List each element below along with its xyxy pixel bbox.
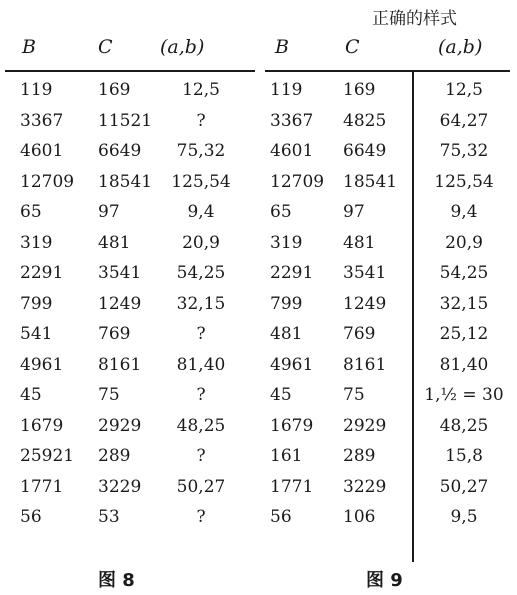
left_table-cell: 3541: [98, 263, 142, 283]
right-header-b: B: [275, 36, 289, 58]
left_table-cell: 25921: [20, 446, 75, 466]
right_table-cell: 1249: [343, 293, 387, 314]
correct-style-title: 正确的样式: [372, 9, 457, 29]
left_table-cell: ?: [196, 324, 206, 344]
right_table-cell: 45: [270, 385, 292, 405]
left-header-ab: (a,b): [160, 36, 205, 58]
left_table-cell: 3229: [98, 476, 142, 497]
left-header-c: C: [98, 36, 113, 58]
left_table-cell: 1249: [98, 293, 142, 314]
left-header-b: B: [22, 36, 36, 58]
right_table-cell: 161: [270, 446, 303, 466]
right_table-cell: 4601: [270, 141, 314, 161]
left_table-cell: 81,40: [176, 354, 226, 375]
right_table-cell: 289: [343, 446, 376, 466]
right_table-cell: 20,9: [445, 232, 483, 253]
left_table-cell: ?: [196, 446, 206, 466]
right-header-c: C: [345, 36, 360, 58]
right_table-cell: 4961: [270, 354, 314, 375]
left_table-cell: 48,25: [176, 415, 226, 436]
left_table-cell: 1771: [20, 476, 64, 497]
left_table-cell: 799: [20, 293, 53, 314]
left_table-cell: ?: [196, 110, 206, 131]
left_table-cell: 54,25: [176, 263, 226, 283]
right_table-cell: 75: [343, 385, 365, 405]
right_table-cell: 1771: [270, 476, 314, 497]
right_table-cell: 1,½ = 30: [424, 385, 504, 405]
right_table-cell: 12709: [270, 171, 325, 192]
left_table-cell: 65: [20, 202, 42, 222]
left_table-cell: 32,15: [176, 293, 226, 314]
right_table-cell: 32,15: [439, 293, 489, 314]
right_table-cell: 769: [343, 324, 376, 344]
right_table-cell: 9,4: [450, 202, 478, 222]
right_table-cell: 119: [270, 80, 303, 100]
left_table-cell: 11521: [98, 110, 153, 131]
left_table-cell: 1679: [20, 415, 64, 436]
left_table-cell: 75,32: [176, 141, 226, 161]
left_table-cell: 4601: [20, 141, 64, 161]
right_table-cell: 2291: [270, 263, 314, 283]
right_table-cell: 18541: [343, 171, 398, 192]
right_table-cell: 3367: [270, 110, 314, 131]
right_table-cell: 1679: [270, 415, 314, 436]
right_table-cell: 50,27: [439, 476, 489, 497]
right-column-divider: [412, 72, 414, 562]
left_table-cell: 6649: [98, 141, 142, 161]
left_table-cell: 169: [98, 80, 131, 100]
left_table-cell: 2291: [20, 263, 64, 283]
right_table-cell: 6649: [343, 141, 387, 161]
right_table-cell: 64,27: [439, 110, 489, 131]
right_table-cell: 65: [270, 202, 292, 222]
left_table-cell: 8161: [98, 354, 142, 375]
right_table-cell: 9,5: [450, 507, 478, 527]
right_table-cell: 56: [270, 507, 292, 527]
left_table-cell: 12709: [20, 171, 75, 192]
left_table-cell: 56: [20, 507, 42, 527]
left_table-cell: 75: [98, 385, 120, 405]
right_table-cell: 25,12: [439, 324, 489, 344]
right_table-cell: 75,32: [439, 141, 489, 161]
right-header-rule: [265, 70, 510, 72]
left_table-cell: 9,4: [187, 202, 215, 222]
left_table-cell: 769: [98, 324, 131, 344]
left_table-cell: ?: [196, 385, 206, 405]
left_table-cell: 20,9: [182, 232, 220, 253]
right_table-cell: 3229: [343, 476, 387, 497]
left_table-cell: 125,54: [171, 171, 231, 192]
left_table-cell: 319: [20, 232, 53, 253]
left_table-cell: 53: [98, 507, 120, 527]
left_table-cell: 541: [20, 324, 53, 344]
left_table-cell: 119: [20, 80, 53, 100]
right_table-cell: 2929: [343, 415, 387, 436]
left_table-cell: 97: [98, 202, 120, 222]
right_table-cell: 4825: [343, 110, 387, 131]
left-caption: 图 8: [98, 570, 135, 591]
right_table-cell: 81,40: [439, 354, 489, 375]
right_table-cell: 125,54: [434, 171, 494, 192]
left_table-cell: 289: [98, 446, 131, 466]
left_table-cell: 2929: [98, 415, 142, 436]
right-caption: 图 9: [366, 570, 403, 591]
right-header-ab: (a,b): [438, 36, 483, 58]
right_table-cell: 169: [343, 80, 376, 100]
left_table-cell: 45: [20, 385, 42, 405]
right_table-cell: 97: [343, 202, 365, 222]
right_table-cell: 319: [270, 232, 303, 253]
right_table-cell: 481: [270, 324, 303, 344]
left_table-cell: 4961: [20, 354, 64, 375]
right_table-cell: 54,25: [439, 263, 489, 283]
left_table-cell: 50,27: [176, 476, 226, 497]
right_table-cell: 481: [343, 232, 376, 253]
left_table-cell: 12,5: [182, 80, 220, 100]
right_table-cell: 15,8: [445, 446, 483, 466]
right_table-cell: 48,25: [439, 415, 489, 436]
right_table-cell: 106: [343, 507, 376, 527]
left-header-rule: [5, 70, 255, 72]
left_table-cell: ?: [196, 507, 206, 527]
left_table-cell: 481: [98, 232, 131, 253]
right_table-cell: 8161: [343, 354, 387, 375]
right_table-cell: 799: [270, 293, 303, 314]
right_table-cell: 12,5: [445, 80, 483, 100]
left_table-cell: 3367: [20, 110, 64, 131]
right_table-cell: 3541: [343, 263, 387, 283]
left_table-cell: 18541: [98, 171, 153, 192]
